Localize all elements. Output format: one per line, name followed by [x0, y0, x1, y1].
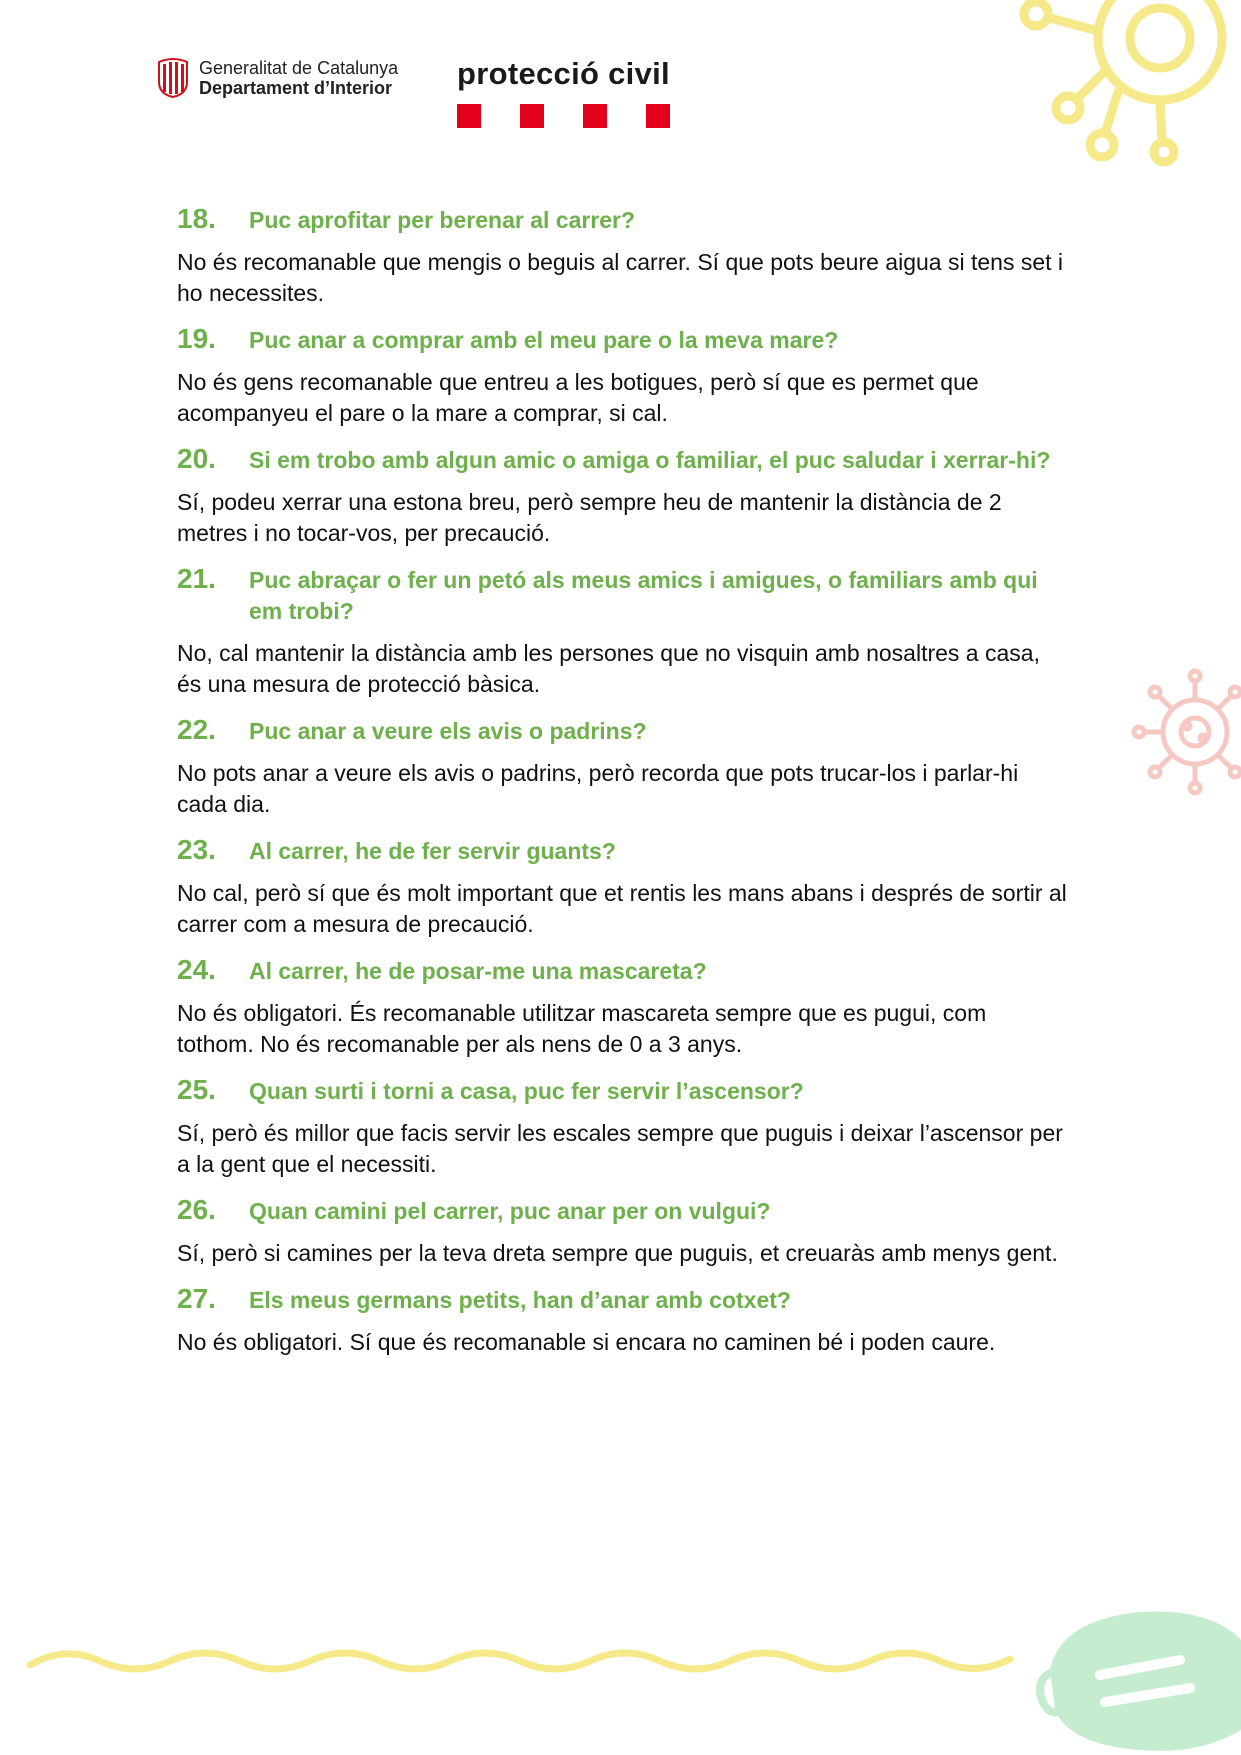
question-number: 22.: [177, 714, 216, 745]
virus-icon: [1125, 668, 1241, 798]
proteccio-civil-title: protecció civil: [457, 56, 670, 91]
gencat-name: Generalitat de Catalunya: [199, 58, 399, 78]
question-number: 20.: [177, 443, 216, 474]
faq-answer: No, cal mantenir la distància amb les persones que no visquin amb nosaltres a casa, és una mesura de protecció bàsica.: [177, 640, 1040, 697]
faq-item: [177, 445, 1067, 549]
faq-answer: No és recomanable que mengis o beguis al carrer. Sí que pots beure aigua si tens set i ho necessites.: [177, 249, 1064, 306]
question-number: 27.: [177, 1283, 216, 1314]
faq-item: [177, 1076, 1067, 1180]
question-text: Puc abraçar o fer un petó als meus amics i amigues, o familiars amb qui em trobi?: [249, 567, 1038, 624]
faq-question: [177, 325, 1067, 356]
faq-question: [177, 205, 1067, 236]
question-text: Puc aprofitar per berenar al carrer?: [249, 207, 636, 233]
faq-question: [177, 956, 1067, 987]
faq-item: [177, 956, 1067, 1060]
faq-question: [177, 445, 1067, 476]
faq-item: [177, 565, 1067, 700]
question-text: Puc anar a veure els avis o padrins?: [249, 718, 647, 744]
question-number: 23.: [177, 834, 216, 865]
faq-item: [177, 325, 1067, 429]
department-name: Departament d’Interior: [199, 78, 393, 98]
question-number: 25.: [177, 1074, 216, 1105]
faq-question: [177, 1285, 1067, 1316]
question-text: Si em trobo amb algun amic o amiga o familiar, el puc saludar i xerrar-hi?: [249, 447, 1051, 473]
faq-question: [177, 716, 1067, 747]
faq-item: [177, 1285, 1067, 1358]
faq-answer: No és gens recomanable que entreu a les botigues, però sí que es permet que acompanyeu el pare o la mare a comprar, si cal.: [177, 369, 979, 426]
question-text: Quan surti i torni a casa, puc fer servir l’ascensor?: [249, 1078, 804, 1104]
gencat-shield-icon: [157, 58, 189, 98]
question-text: Quan camini pel carrer, puc anar per on vulgui?: [249, 1198, 771, 1224]
brand-square: [646, 104, 670, 128]
faq-answer: No pots anar a veure els avis o padrins, però recorda que pots trucar-los i parlar-hi cada dia.: [177, 760, 1019, 817]
question-number: 18.: [177, 203, 216, 234]
question-number: 26.: [177, 1194, 216, 1225]
faq-item: [177, 716, 1067, 820]
faq-question: [177, 1196, 1067, 1227]
question-number: 24.: [177, 954, 216, 985]
faq-answer: No és obligatori. Sí que és recomanable si encara no caminen bé i poden caure.: [177, 1329, 996, 1355]
faq-list: [177, 205, 1067, 1374]
question-text: Puc anar a comprar amb el meu pare o la meva mare?: [249, 327, 839, 353]
brand-square: [520, 104, 544, 128]
brand-square: [583, 104, 607, 128]
wavy-line: [20, 1635, 1020, 1685]
faq-answer: No cal, però sí que és molt important que et rentis les mans abans i després de sortir al carrer com a mesura de precaució.: [177, 880, 1067, 937]
faq-item: [177, 836, 1067, 940]
question-text: Els meus germans petits, han d’anar amb cotxet?: [249, 1287, 791, 1313]
document-header: [157, 56, 717, 126]
sun-virus-icon: [1010, 0, 1241, 175]
question-text: Al carrer, he de posar-me una mascareta?: [249, 958, 707, 984]
question-number: 21.: [177, 563, 216, 594]
question-text: Al carrer, he de fer servir guants?: [249, 838, 616, 864]
faq-question: [177, 1076, 1067, 1107]
proteccio-civil-logo: [457, 56, 709, 128]
faq-answer: Sí, però és millor que facis servir les escales sempre que puguis i deixar l’ascensor per a la gent que el necessiti.: [177, 1120, 1063, 1177]
brand-squares: [457, 104, 709, 128]
faq-item: [177, 205, 1067, 309]
faq-answer: Sí, però si camines per la teva dreta sempre que puguis, et creuaràs amb menys gent.: [177, 1240, 1058, 1266]
brand-square: [457, 104, 481, 128]
faq-answer: Sí, podeu xerrar una estona breu, però sempre heu de mantenir la distància de 2 metres i no tocar-vos, per precaució.: [177, 489, 1002, 546]
question-number: 19.: [177, 323, 216, 354]
faq-item: [177, 1196, 1067, 1269]
faq-question: [177, 565, 1067, 627]
faq-answer: No és obligatori. És recomanable utilitzar mascareta sempre que es pugui, com tothom. No és recomanable per als nens de 0 a 3 anys.: [177, 1000, 987, 1057]
faq-question: [177, 836, 1067, 867]
gencat-logo-block: [157, 58, 398, 98]
mask-icon: [1030, 1600, 1241, 1755]
